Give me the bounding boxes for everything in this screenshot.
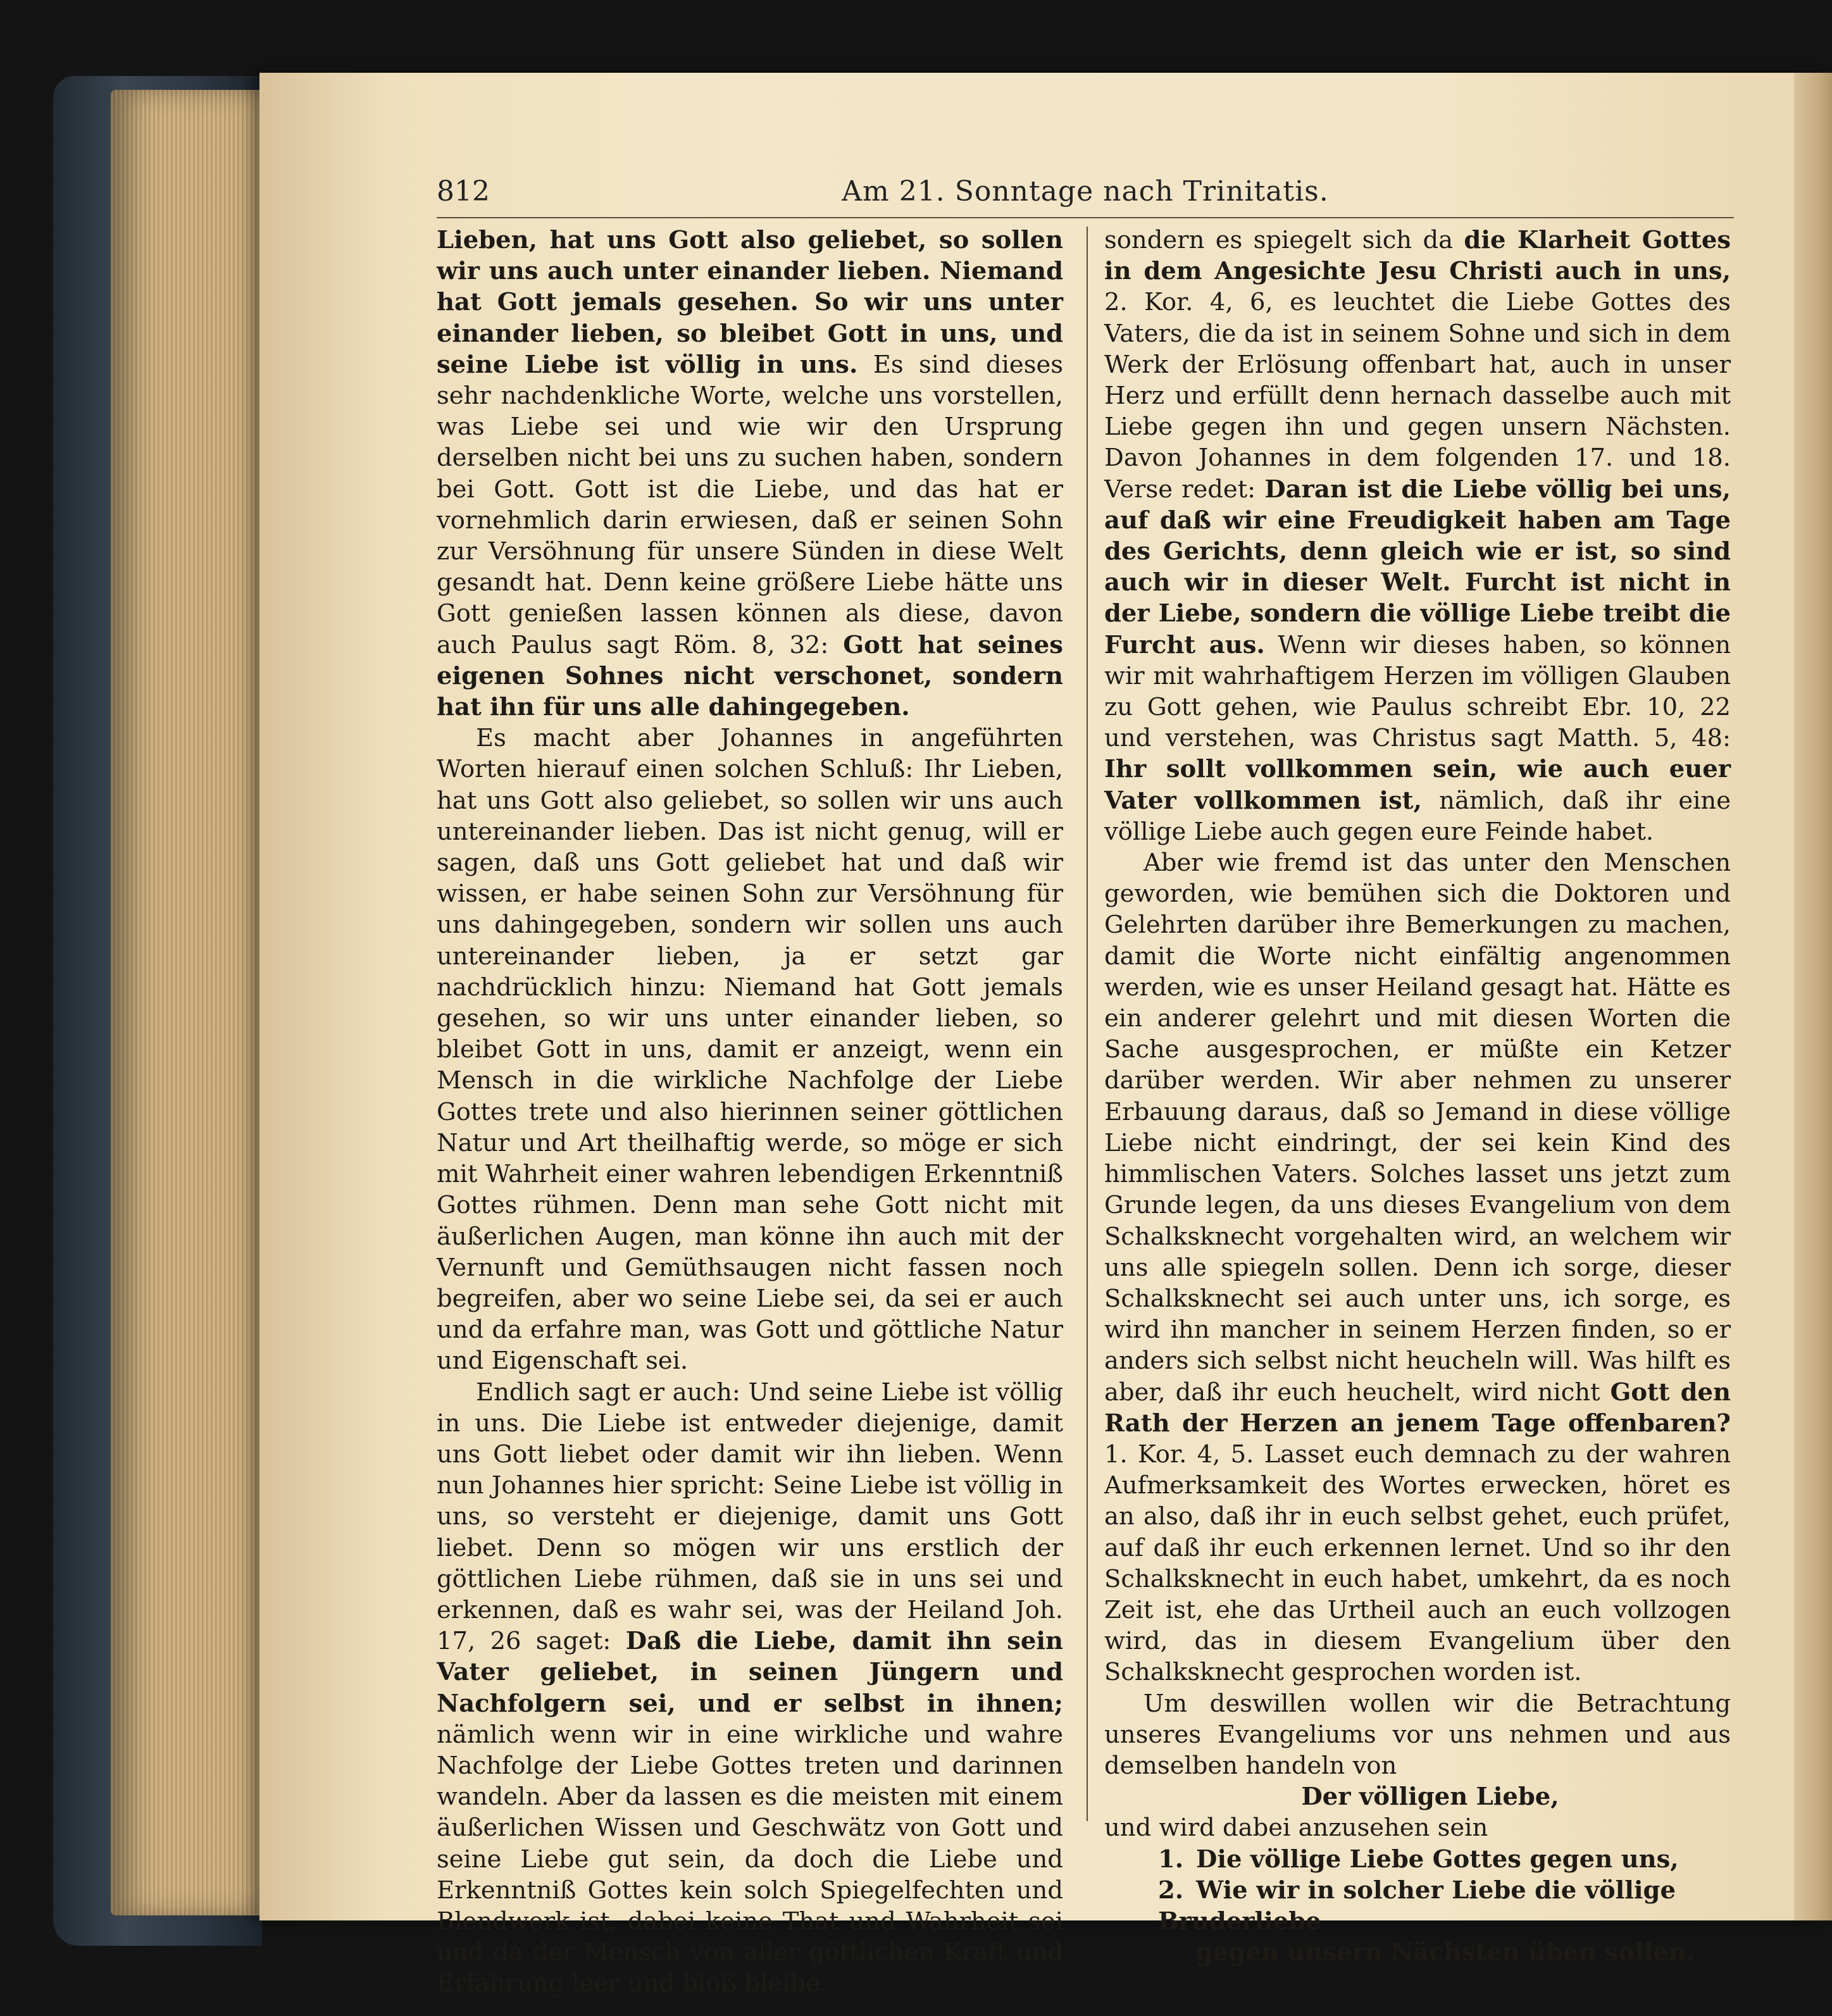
bold-text: Lieben, hat uns Gott also geliebet, so sollen wir uns auch unter einander lieben. Niemand hat Gott jemals gesehen. So wir uns unter einander lieben, so bleibet Gott in uns, und seine Liebe ist völlig in uns. [437,226,1063,379]
body-text: sondern es spiegelt sich da [1104,226,1464,254]
paragraph [1104,225,1731,847]
bold-text: Daß die Liebe, damit ihn sein Vater geliebet, in seinen Jüngern und Nachfolgern sei, und er selbst in ihnen; [437,1627,1064,1718]
header-rule [437,217,1734,218]
outline-number: 1. [1158,1845,1184,1874]
body-text: Aber wie fremd ist das unter den Menschen geworden, wie bemühen sich die Doktoren und Gelehrten darüber ihre Bemerkungen zu machen, damit die Worte nicht einfältig angenommen werden, wie es unser Heiland gesagt hat. Hätte es ein anderer gelehrt und mit diesen Worten die Sache ausgesprochen, er müßte ein Ketzer darüber werden. Wir aber nehmen zu unserer Erbauung daraus, daß so Jemand in diese völlige Liebe nicht eindringt, der sei kein Kind des himmlischen Vaters. Solches lasset uns jetzt zum Grunde legen, da uns dieses Evangelium von dem Schalksknecht vorgehalten wird, an welchem wir uns alle spiegeln sollen. Denn ich sorge, dieser Schalksknecht sei auch unter uns, ich sorge, es wird ihn mancher in seinem Herzen finden, so er anders sich selbst nicht heucheln will. Was hilft es aber, daß ihr euch heuchelt, wird nicht [1104,849,1731,1407]
facing-page-edge [1794,73,1832,1920]
bold-text: Gott den Rath der Herzen an jenem Tage offenbaren? [1104,1378,1731,1438]
body-text: nämlich wenn wir in eine wirkliche und wahre Nachfolge der Liebe Gottes treten und darinnen wandeln. Aber da lassen es die meisten mit einem äußerlichen Wissen und Geschwätz von Gott und seine Liebe gut sein, da doch die Liebe und Erkenntniß Gottes kein solch Spiegelfechten und Blendwerk ist, dabei keine That und Wahrheit sei und da der Mensch von aller göttlichen Kraft und Erfahrung leer und bloß bleibe, [437,1720,1063,1998]
right-column [1104,225,1731,1967]
paragraph: Es macht aber Johannes in angeführten Worten hierauf einen solchen Schluß: Ihr Lieben, hat uns Gott also geliebet, so sollen wir uns auch untereinander lieben. Das ist nicht genug, will er sagen, daß uns Gott geliebet hat und daß wir wissen, er habe seinen Sohn zur Versöhnung für uns dahingegeben, sondern wir sollen uns auch untereinander lieben, ja er setzt gar nachdrücklich hinzu: Niemand hat Gott jemals gesehen, so wir uns unter einander lieben, so bleibet Gott in uns, damit er anzeigt, wenn ein Mensch in die wirkliche Nachfolge der Liebe Gottes trete und also hierinnen seiner göttlichen Natur und Art theilhaftig werde, so möge er sich mit Wahrheit einer wahren lebendigen Erkenntniß Gottes rühmen. Denn man sehe Gott nicht mit äußerlichen Augen, man könne ihn auch mit der Vernunft und Gemüthsaugen nicht fassen noch begreifen, aber wo seine Liebe sei, da sei er auch und da erfahre man, was Gott und göttliche Natur und Eigenschaft sei. [437,724,1063,1376]
outline-item [1104,1844,1731,1875]
page-header [437,168,1734,218]
bold-text: Daran ist die Liebe völlig bei uns, auf daß wir eine Freudigkeit haben am Tage des Gerichts, denn gleich wie er ist, so sind auch wir in dieser Welt. Furcht ist nicht in der Liebe, sondern die völlige Liebe treibt die Furcht aus. [1104,475,1731,659]
column-divider [1087,227,1088,1821]
page-edges [111,90,272,1915]
paragraph: Um deswillen wollen wir die Betrachtung unseres Evangeliums vor uns nehmen und aus demselben handeln von [1104,1689,1731,1780]
body-text: 2. Kor. 4, 6, es leuchtet die Liebe Gottes des Vaters, die da ist in seinem Sohne und sich in dem Werk der Erlösung offenbart hat, auch in unser Herz und erfüllt denn hernach dasselbe auch mit Liebe gegen ihn und gegen unsern Nächsten. Davon Johannes in dem folgenden 17. und 18. Verse redet: [1104,288,1731,504]
body-text: 1. Kor. 4, 5. Lasset euch demnach zu der wahren Aufmerksamkeit des Wortes erwecken, höret es an also, daß ihr in euch selbst gehet, euch prüfet, auf daß ihr euch erkennen lernet. Und so ihr den Schalksknecht in euch habet, umkehrt, da es noch Zeit ist, ehe das Urtheil auch an euch vollzogen wird, das in diesem Evangelium über den Schalksknecht gesprochen worden ist. [1104,1440,1731,1687]
bold-text: die Klarheit Gottes in dem Angesichte Jesu Christi auch in uns, [1104,226,1731,286]
body-text: Es sind dieses sehr nachdenkliche Worte, welche uns vorstellen, was Liebe sei und wie wir den Ursprung derselben nicht bei uns zu suchen haben, sondern bei Gott. Gott ist die Liebe, und das hat er vornehmlich darin erwiesen, daß er seinen Sohn zur Versöhnung für unsere Sünden in diese Welt gesandt hat. Denn keine größere Liebe hätte uns Gott genießen lassen können als diese, davon auch Paulus sagt Röm. 8, 32: [437,350,1063,659]
outline-text-continuation: gegen unsern Nächsten üben sollen. [1196,1938,1695,1967]
intro-line: und wird dabei anzusehen sein [1104,1814,1488,1843]
bold-text: Gott hat seines eigenen Sohnes nicht verschonet, sondern hat ihn für uns alle dahingegeben. [437,630,1063,722]
page-number: 812 [437,175,490,208]
paragraph [1104,847,1731,1688]
left-column [437,225,1064,1998]
outline-number: 2. [1158,1876,1184,1905]
body-text: nämlich, daß ihr eine völlige Liebe auch gegen eure Feinde habet. [1104,786,1731,846]
body-text: Endlich sagt er auch: Und seine Liebe ist völlig in uns. Die Liebe ist entweder diejenige, damit uns Gott liebet oder damit wir ihn lieben. Wenn nun Johannes hier spricht: Seine Liebe ist völlig in uns, so versteht er diejenige, damit uns Gott liebet. Denn so mögen wir uns erstlich der göttlichen Liebe rühmen, daß sie in uns sei und erkennen, daß es wahr sei, was der Heiland Joh. 17, 26 saget: [437,1378,1063,1656]
body-text: Wenn wir dieses haben, so können wir mit wahrhaftigem Herzen im völligen Glauben zu Gott gehen, wie Paulus schreibt Ebr. 10, 22 und verstehen, was Christus sagt Matth. 5, 48: [1104,630,1731,753]
running-title: Am 21. Sonntage nach Trinitatis. [842,175,1329,208]
outline-item [1104,1875,1731,1969]
bold-text: Ihr sollt vollkommen sein, wie auch euer Vater vollkommen ist, [1104,755,1731,815]
outline-text: Wie wir in solcher Liebe die völlige Bruderliebe [1158,1876,1676,1936]
paragraph [437,1377,1063,2000]
outline-text: Die völlige Liebe Gottes gegen uns, [1196,1845,1679,1874]
paragraph [437,225,1063,723]
section-heading: Der völligen Liebe, [1301,1783,1559,1812]
